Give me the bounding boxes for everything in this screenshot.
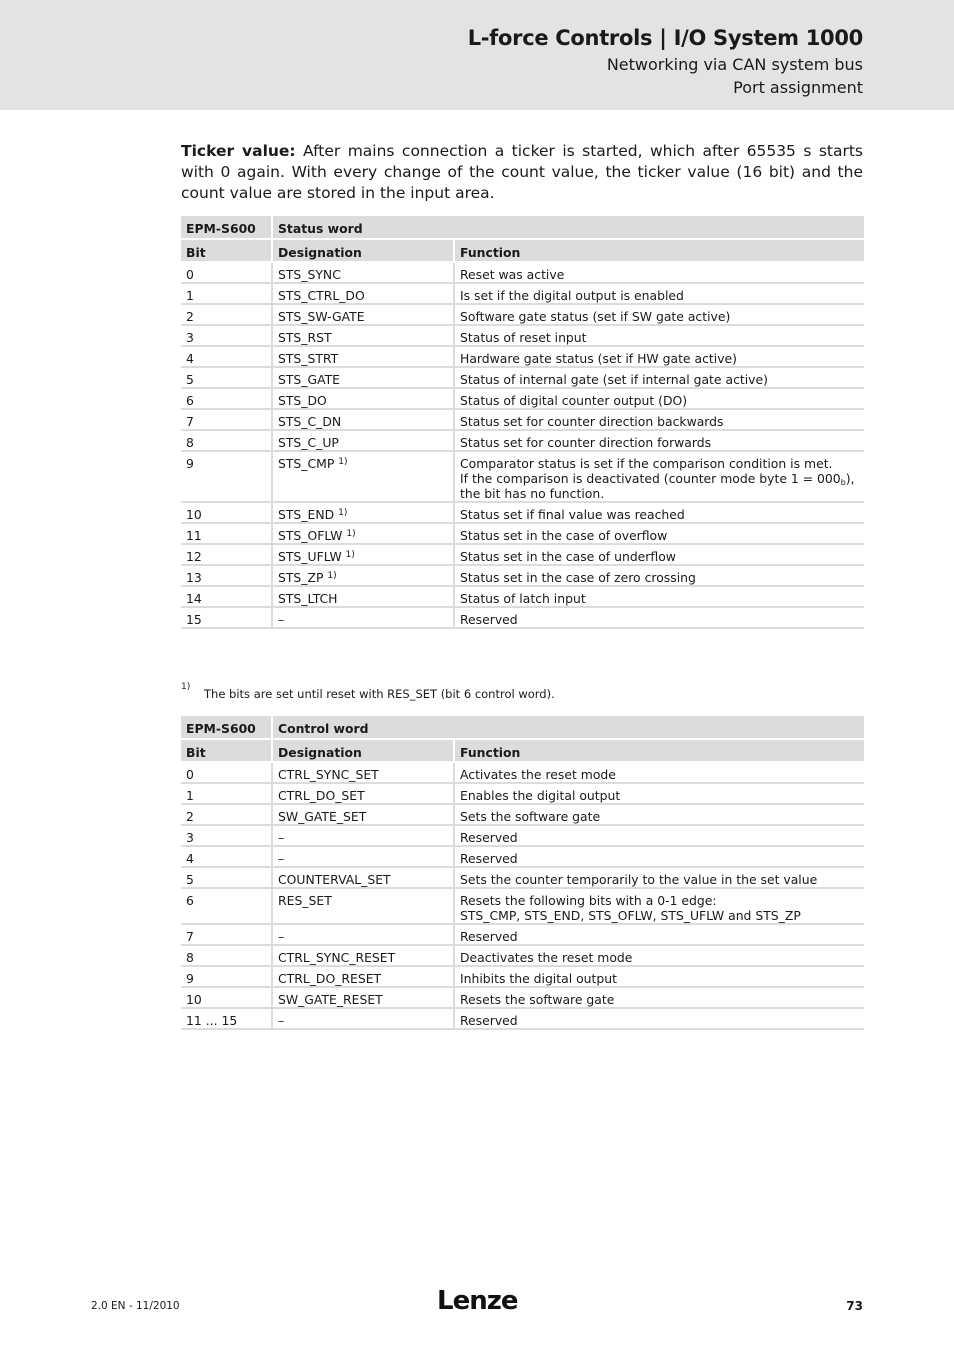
designation-text: – <box>278 851 285 866</box>
bit-cell: 4 <box>181 846 272 867</box>
footnote-reference: 1) <box>327 571 337 581</box>
designation-text: STS_RST <box>278 330 332 345</box>
function-text-line2: STS_CMP, STS_END, STS_OFLW, STS_UFLW and STS_ZP <box>460 908 801 923</box>
table-row <box>181 846 864 867</box>
function-cell <box>454 825 864 846</box>
column-header-bit: Bit <box>181 239 272 262</box>
designation-text: STS_CTRL_DO <box>278 288 365 303</box>
function-text: Resets the software gate <box>460 992 615 1007</box>
bit-cell: 3 <box>181 825 272 846</box>
bit-cell: 2 <box>181 804 272 825</box>
designation-cell <box>272 762 454 783</box>
table-header-row <box>181 739 864 762</box>
designation-text: CTRL_DO_RESET <box>278 971 382 986</box>
table-header-row <box>181 239 864 262</box>
designation-cell <box>272 367 454 388</box>
page-number: 73 <box>846 1299 863 1313</box>
function-text: Inhibits the digital output <box>460 971 617 986</box>
function-cell <box>454 607 864 628</box>
bit-cell: 10 <box>181 987 272 1008</box>
function-text: Status of latch input <box>460 591 586 606</box>
designation-cell <box>272 966 454 987</box>
bit-cell: 1 <box>181 283 272 304</box>
bit-cell: 6 <box>181 888 272 924</box>
bit-cell: 2 <box>181 304 272 325</box>
designation-cell <box>272 945 454 966</box>
section-title: Port assignment <box>733 78 863 97</box>
version-label: 2.0 EN - 11/2010 <box>91 1300 180 1312</box>
bit-cell: 7 <box>181 924 272 945</box>
table-row <box>181 346 864 367</box>
bit-cell: 9 <box>181 966 272 987</box>
designation-text: – <box>278 612 285 627</box>
function-cell <box>454 565 864 586</box>
designation-text: CTRL_SYNC_RESET <box>278 950 396 965</box>
column-header-function: Function <box>454 239 864 262</box>
designation-text: STS_STRT <box>278 351 339 366</box>
function-text: Reserved <box>460 929 518 944</box>
designation-cell <box>272 1008 454 1029</box>
column-header-designation: Designation <box>272 239 454 262</box>
designation-cell <box>272 804 454 825</box>
column-header-designation: Designation <box>272 739 454 762</box>
table-row <box>181 1008 864 1029</box>
designation-cell <box>272 304 454 325</box>
designation-text: – <box>278 929 285 944</box>
table-row <box>181 945 864 966</box>
function-cell <box>454 304 864 325</box>
footnote-reference: 1) <box>346 529 356 539</box>
bit-cell: 7 <box>181 409 272 430</box>
status-word-table <box>181 216 864 629</box>
function-text: Status set if final value was reached <box>460 507 685 522</box>
chapter-title: Networking via CAN system bus <box>606 55 863 74</box>
table-row <box>181 783 864 804</box>
designation-cell <box>272 607 454 628</box>
function-text: Reserved <box>460 830 518 845</box>
designation-text: STS_GATE <box>278 372 341 387</box>
table-row <box>181 325 864 346</box>
table-row <box>181 502 864 523</box>
table-row <box>181 888 864 924</box>
function-text: Deactivates the reset mode <box>460 950 633 965</box>
function-cell <box>454 325 864 346</box>
bit-cell: 6 <box>181 388 272 409</box>
function-text: Status of reset input <box>460 330 587 345</box>
function-text: Status set for counter direction backwards <box>460 414 724 429</box>
function-text: Enables the digital output <box>460 788 621 803</box>
table-row <box>181 262 864 283</box>
function-cell <box>454 367 864 388</box>
designation-cell <box>272 544 454 565</box>
designation-cell <box>272 388 454 409</box>
function-cell <box>454 945 864 966</box>
table-row <box>181 409 864 430</box>
function-cell <box>454 451 864 502</box>
function-cell <box>454 762 864 783</box>
function-text-line2-end: ), the bit has no function. <box>460 471 855 501</box>
designation-text: – <box>278 830 285 845</box>
footnote-reference: 1) <box>338 457 348 467</box>
function-cell <box>454 987 864 1008</box>
table-row <box>181 966 864 987</box>
designation-text: STS_END <box>278 507 335 522</box>
designation-cell <box>272 262 454 283</box>
designation-cell <box>272 586 454 607</box>
bit-cell: 9 <box>181 451 272 502</box>
function-cell <box>454 783 864 804</box>
table-row <box>181 987 864 1008</box>
designation-text: STS_SYNC <box>278 267 341 282</box>
designation-text: RES_SET <box>278 893 332 908</box>
function-cell <box>454 388 864 409</box>
designation-cell <box>272 783 454 804</box>
function-cell <box>454 346 864 367</box>
function-cell <box>454 586 864 607</box>
bit-cell: 15 <box>181 607 272 628</box>
table-row <box>181 367 864 388</box>
table-row <box>181 523 864 544</box>
module-cell: EPM-S600 <box>181 216 272 239</box>
function-text: Reserved <box>460 1013 518 1028</box>
function-cell <box>454 283 864 304</box>
table-row <box>181 586 864 607</box>
designation-text: STS_OFLW <box>278 528 343 543</box>
table-row <box>181 762 864 783</box>
table-row <box>181 804 864 825</box>
function-cell <box>454 1008 864 1029</box>
bit-cell: 3 <box>181 325 272 346</box>
bit-cell: 8 <box>181 430 272 451</box>
table-row <box>181 304 864 325</box>
caption-cell: Status word <box>272 216 864 239</box>
designation-cell <box>272 867 454 888</box>
function-cell <box>454 888 864 924</box>
function-text: Activates the reset mode <box>460 767 616 782</box>
designation-text: STS_SW-GATE <box>278 309 365 324</box>
designation-text: STS_C_DN <box>278 414 342 429</box>
table-row <box>181 544 864 565</box>
function-cell <box>454 430 864 451</box>
function-cell <box>454 409 864 430</box>
intro-text: After mains connection a ticker is started, which after 65535 s starts with 0 again. With every change of the count value, the ticker value (16 bit) and the count value are stored in the input area. <box>181 142 864 202</box>
function-text: Reserved <box>460 851 518 866</box>
function-text: Status set in the case of overflow <box>460 528 668 543</box>
bit-cell: 0 <box>181 762 272 783</box>
designation-cell <box>272 825 454 846</box>
table-row <box>181 867 864 888</box>
designation-text: COUNTERVAL_SET <box>278 872 391 887</box>
designation-cell <box>272 346 454 367</box>
function-text: Status set in the case of underflow <box>460 549 676 564</box>
footnote-reference: 1) <box>345 550 355 560</box>
bit-cell: 0 <box>181 262 272 283</box>
function-text: Status set in the case of zero crossing <box>460 570 696 585</box>
table-title-row <box>181 716 864 739</box>
control-word-table <box>181 716 864 1030</box>
designation-cell <box>272 502 454 523</box>
module-cell: EPM-S600 <box>181 716 272 739</box>
function-text: Status of digital counter output (DO) <box>460 393 688 408</box>
bit-cell: 11 <box>181 523 272 544</box>
table-row <box>181 430 864 451</box>
function-text-line2: If the comparison is deactivated (counter mode byte 1 = 000 <box>460 471 841 486</box>
function-text: Resets the following bits with a 0-1 edge: <box>460 893 717 908</box>
intro-paragraph <box>181 141 863 204</box>
bit-cell: 13 <box>181 565 272 586</box>
bit-cell: 5 <box>181 867 272 888</box>
column-header-function: Function <box>454 739 864 762</box>
function-text: Reserved <box>460 612 518 627</box>
table-row <box>181 607 864 628</box>
page-header <box>0 0 954 110</box>
designation-cell <box>272 888 454 924</box>
bit-cell: 12 <box>181 544 272 565</box>
designation-cell <box>272 565 454 586</box>
function-text: Software gate status (set if SW gate active) <box>460 309 731 324</box>
function-cell <box>454 867 864 888</box>
designation-cell <box>272 523 454 544</box>
function-text: Reset was active <box>460 267 565 282</box>
designation-text: SW_GATE_RESET <box>278 992 383 1007</box>
caption-cell: Control word <box>272 716 864 739</box>
designation-text: STS_UFLW <box>278 549 342 564</box>
designation-text: STS_CMP <box>278 456 335 471</box>
table-row <box>181 825 864 846</box>
designation-text: CTRL_SYNC_SET <box>278 767 379 782</box>
table-row <box>181 388 864 409</box>
lenze-logo: Lenze <box>437 1286 518 1316</box>
table-row <box>181 924 864 945</box>
binary-subscript: b <box>840 478 846 487</box>
bit-cell: 11 ... 15 <box>181 1008 272 1029</box>
function-text: Hardware gate status (set if HW gate active) <box>460 351 737 366</box>
function-cell <box>454 262 864 283</box>
table-row <box>181 451 864 502</box>
designation-cell <box>272 924 454 945</box>
designation-cell <box>272 846 454 867</box>
table-row <box>181 565 864 586</box>
designation-text: SW_GATE_SET <box>278 809 367 824</box>
designation-text: STS_ZP <box>278 570 324 585</box>
designation-cell <box>272 409 454 430</box>
designation-cell <box>272 430 454 451</box>
designation-cell <box>272 987 454 1008</box>
bit-cell: 14 <box>181 586 272 607</box>
designation-text: STS_C_UP <box>278 435 339 450</box>
function-cell <box>454 966 864 987</box>
designation-text: STS_LTCH <box>278 591 338 606</box>
function-text: Comparator status is set if the comparison condition is met. <box>460 456 833 471</box>
function-text: Status set for counter direction forwards <box>460 435 712 450</box>
function-cell <box>454 544 864 565</box>
function-text: Sets the counter temporarily to the value in the set value <box>460 872 818 887</box>
bit-cell: 4 <box>181 346 272 367</box>
bit-cell: 5 <box>181 367 272 388</box>
footnote-text: The bits are set until reset with RES_SET (bit 6 control word). <box>204 687 555 701</box>
designation-text: STS_DO <box>278 393 327 408</box>
footnote-reference: 1) <box>338 508 348 518</box>
designation-cell <box>272 325 454 346</box>
intro-label: Ticker value: <box>181 142 296 160</box>
function-text: Status of internal gate (set if internal gate active) <box>460 372 768 387</box>
table-title-row <box>181 216 864 239</box>
table-row <box>181 283 864 304</box>
designation-cell <box>272 283 454 304</box>
document-title: L-force Controls | I/O System 1000 <box>467 26 863 50</box>
function-text: Sets the software gate <box>460 809 601 824</box>
bit-cell: 1 <box>181 783 272 804</box>
function-cell <box>454 804 864 825</box>
function-cell <box>454 502 864 523</box>
function-cell <box>454 523 864 544</box>
bit-cell: 8 <box>181 945 272 966</box>
function-text: Is set if the digital output is enabled <box>460 288 684 303</box>
function-cell <box>454 846 864 867</box>
bit-cell: 10 <box>181 502 272 523</box>
function-cell <box>454 924 864 945</box>
footnote-mark: 1) <box>181 682 191 692</box>
designation-cell <box>272 451 454 502</box>
column-header-bit: Bit <box>181 739 272 762</box>
designation-text: CTRL_DO_SET <box>278 788 365 803</box>
designation-text: – <box>278 1013 285 1028</box>
